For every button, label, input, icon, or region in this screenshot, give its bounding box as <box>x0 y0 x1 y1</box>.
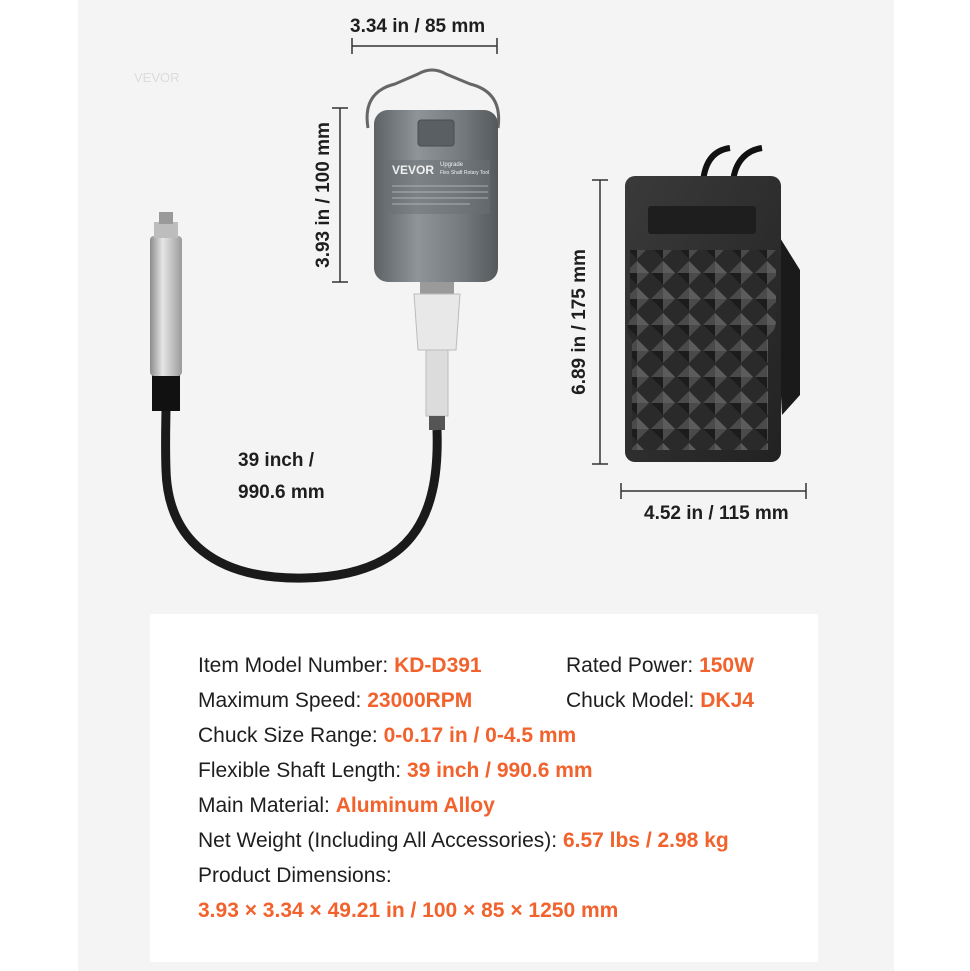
spec-label: Chuck Model: <box>566 689 701 712</box>
handpiece <box>150 212 182 411</box>
spec-value: 23000RPM <box>367 689 473 712</box>
motor-brand-label: VEVOR <box>392 163 435 177</box>
spec-label: Item Model Number: <box>198 654 395 677</box>
spec-label: Flexible Shaft Length: <box>198 759 407 782</box>
spec-value: DKJ4 <box>700 689 754 712</box>
spec-label: Net Weight (Including All Accessories): <box>198 829 563 852</box>
foot-pedal <box>625 148 800 462</box>
spec-row-material <box>198 794 495 818</box>
spec-value: 150W <box>699 654 754 677</box>
spec-value: KD-D391 <box>394 654 482 677</box>
shaft-length-label-line1: 39 inch / <box>238 450 315 471</box>
pedal-height-dimension-line <box>592 180 608 464</box>
spec-value: Aluminum Alloy <box>335 794 495 817</box>
shaft-length-label-line2: 990.6 mm <box>238 482 325 503</box>
motor-subtitle-line2: Flex Shaft Rotary Tool <box>440 170 490 176</box>
spec-row-chuck-size <box>198 724 576 748</box>
spec-row-rated-power <box>566 654 754 678</box>
spec-label: Chuck Size Range: <box>198 724 384 747</box>
spec-row-product-dimensions-value: 3.93 × 3.34 × 49.21 in / 100 × 85 × 1250 mm <box>198 899 619 922</box>
spec-label: Maximum Speed: <box>198 689 368 712</box>
spec-value: 0-0.17 in / 0-4.5 mm <box>383 724 577 747</box>
spec-value: 6.57 lbs / 2.98 kg <box>562 829 729 852</box>
spec-row-shaft-length <box>198 759 593 783</box>
specifications-panel <box>150 614 818 962</box>
spec-label: Rated Power: <box>566 654 700 677</box>
spec-row-max-speed <box>198 689 472 713</box>
pedal-height-label: 6.89 in / 175 mm <box>569 249 590 395</box>
motor-subtitle-line1: Upgrade <box>440 162 464 168</box>
motor-height-label: 3.93 in / 100 mm <box>313 122 334 268</box>
spec-value: 39 inch / 990.6 mm <box>406 759 593 782</box>
pedal-width-label: 4.52 in / 115 mm <box>644 503 789 524</box>
motor-width-dimension-line <box>352 38 497 54</box>
motor-unit <box>374 110 498 430</box>
motor-width-label: 3.34 in / 85 mm <box>350 16 486 37</box>
spec-label: Main Material: <box>198 794 336 817</box>
spec-row-product-dimensions-label: Product Dimensions: <box>198 864 392 887</box>
spec-row-net-weight <box>198 829 729 853</box>
spec-row-model <box>198 654 482 678</box>
spec-row-chuck-model <box>566 689 754 713</box>
pedal-width-dimension-line <box>621 483 806 499</box>
watermark: VEVOR <box>134 70 180 85</box>
